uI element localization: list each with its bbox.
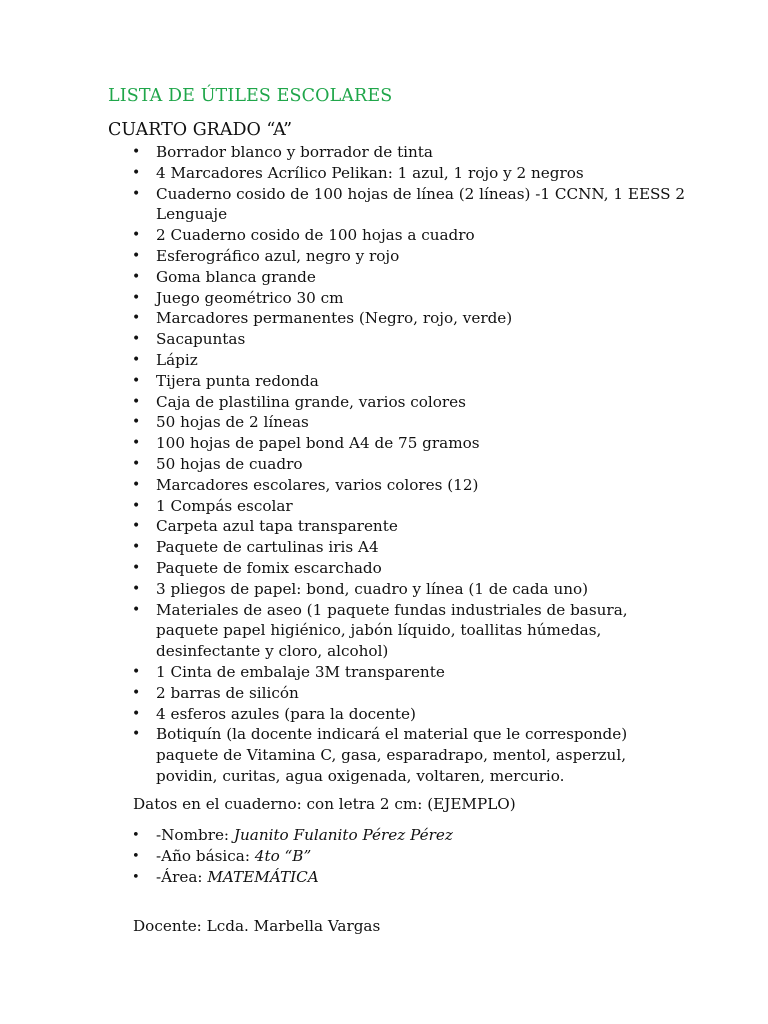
- document-title: LISTA DE ÚTILES ESCOLARES: [108, 86, 393, 106]
- bullet-icon: •: [132, 331, 141, 348]
- example-item-area: • -Área: MATEMÁTICA: [132, 868, 319, 886]
- list-item: • Esferográfico azul, negro y rojo: [132, 246, 400, 265]
- bullet-icon: •: [132, 497, 141, 514]
- bullet-icon: •: [132, 247, 141, 264]
- list-item: • Borrador blanco y borrador de tinta: [132, 143, 433, 161]
- example-item-grade: • -Año básica: 4to “B”: [132, 847, 312, 865]
- list-item: • Paquete de fomix escarchado: [132, 558, 382, 577]
- list-item: • Lápiz: [132, 350, 198, 369]
- list-item: • 50 hojas de 2 líneas: [132, 413, 309, 432]
- list-item: • 50 hojas de cuadro: [132, 454, 303, 473]
- example-list: [132, 825, 453, 888]
- bullet-icon: •: [132, 310, 141, 327]
- bullet-icon: •: [132, 684, 141, 701]
- grade-heading: CUARTO GRADO “A”: [108, 120, 293, 140]
- list-item: • Tijera punta redonda: [132, 371, 319, 390]
- bullet-icon: •: [132, 164, 141, 181]
- bullet-icon: •: [132, 705, 141, 722]
- bullet-icon: •: [132, 289, 141, 306]
- bullet-icon: •: [132, 476, 141, 493]
- list-item: • 2 Cuaderno cosido de 100 hojas a cuadro: [132, 226, 475, 245]
- list-item: • 4 esferos azules (para la docente): [132, 704, 416, 723]
- list-item: • Marcadores escolares, varios colores (12): [132, 475, 479, 494]
- bullet-icon: •: [132, 455, 141, 472]
- bullet-icon: •: [132, 559, 141, 576]
- bullet-icon: •: [132, 580, 141, 597]
- bullet-icon: •: [132, 372, 141, 389]
- bullet-icon: •: [132, 414, 141, 431]
- bullet-icon: •: [132, 268, 141, 285]
- list-item: • Caja de plastilina grande, varios colores: [132, 392, 466, 411]
- list-item: • 100 hojas de papel bond A4 de 75 gramos: [132, 434, 480, 453]
- bullet-icon: •: [132, 870, 140, 885]
- notebook-data-label: Datos en el cuaderno: con letra 2 cm: (EJEMPLO): [133, 795, 516, 813]
- bullet-icon: •: [132, 539, 141, 556]
- list-item: • 1 Cinta de embalaje 3M transparente: [132, 662, 445, 681]
- bullet-icon: •: [132, 601, 141, 618]
- bullet-icon: •: [132, 144, 141, 160]
- list-item: • Goma blanca grande: [132, 267, 316, 286]
- example-item-name: • -Nombre: Juanito Fulanito Pérez Pérez: [132, 826, 453, 844]
- bullet-icon: •: [132, 726, 141, 743]
- list-item: • Juego geométrico 30 cm: [132, 288, 344, 307]
- bullet-icon: •: [132, 393, 141, 410]
- bullet-icon: •: [132, 663, 141, 680]
- list-item: • Sacapuntas: [132, 330, 246, 349]
- list-item: • Carpeta azul tapa transparente: [132, 517, 398, 536]
- list-item: • 1 Compás escolar: [132, 496, 293, 515]
- list-item: • Marcadores permanentes (Negro, rojo, verde): [132, 309, 513, 328]
- supplies-list: [132, 142, 692, 787]
- teacher-signature-line: Docente: Lcda. Marbella Vargas: [133, 917, 381, 935]
- list-item: • Botiquín (la docente indicará el material que le corresponde) paquete de Vitamina C, gasa, esparadrapo, mentol, asperzul, povidin, curitas, agua oxigenada, voltaren, mercurio.: [132, 725, 628, 785]
- list-item: • 3 pliegos de papel: bond, cuadro y línea (1 de cada uno): [132, 579, 589, 598]
- list-item: • 2 barras de silicón: [132, 683, 299, 702]
- list-item: • Paquete de cartulinas iris A4: [132, 538, 379, 557]
- bullet-icon: •: [132, 227, 141, 244]
- list-item: • 4 Marcadores Acrílico Pelikan: 1 azul, 1 rojo y 2 negros: [132, 163, 584, 182]
- bullet-icon: •: [132, 185, 141, 202]
- bullet-icon: •: [132, 518, 141, 535]
- bullet-icon: •: [132, 351, 141, 368]
- bullet-icon: •: [132, 435, 141, 452]
- list-item: • Materiales de aseo (1 paquete fundas industriales de basura, paquete papel higiénico, jabón líquido, toallitas húmedas, desinfectante y cloro, alcohol): [132, 600, 628, 661]
- bullet-icon: •: [132, 849, 140, 864]
- list-item: • Cuaderno cosido de 100 hojas de línea (2 líneas) -1 CCNN, 1 EESS 2 Lenguaje: [132, 184, 686, 224]
- bullet-icon: •: [132, 828, 140, 843]
